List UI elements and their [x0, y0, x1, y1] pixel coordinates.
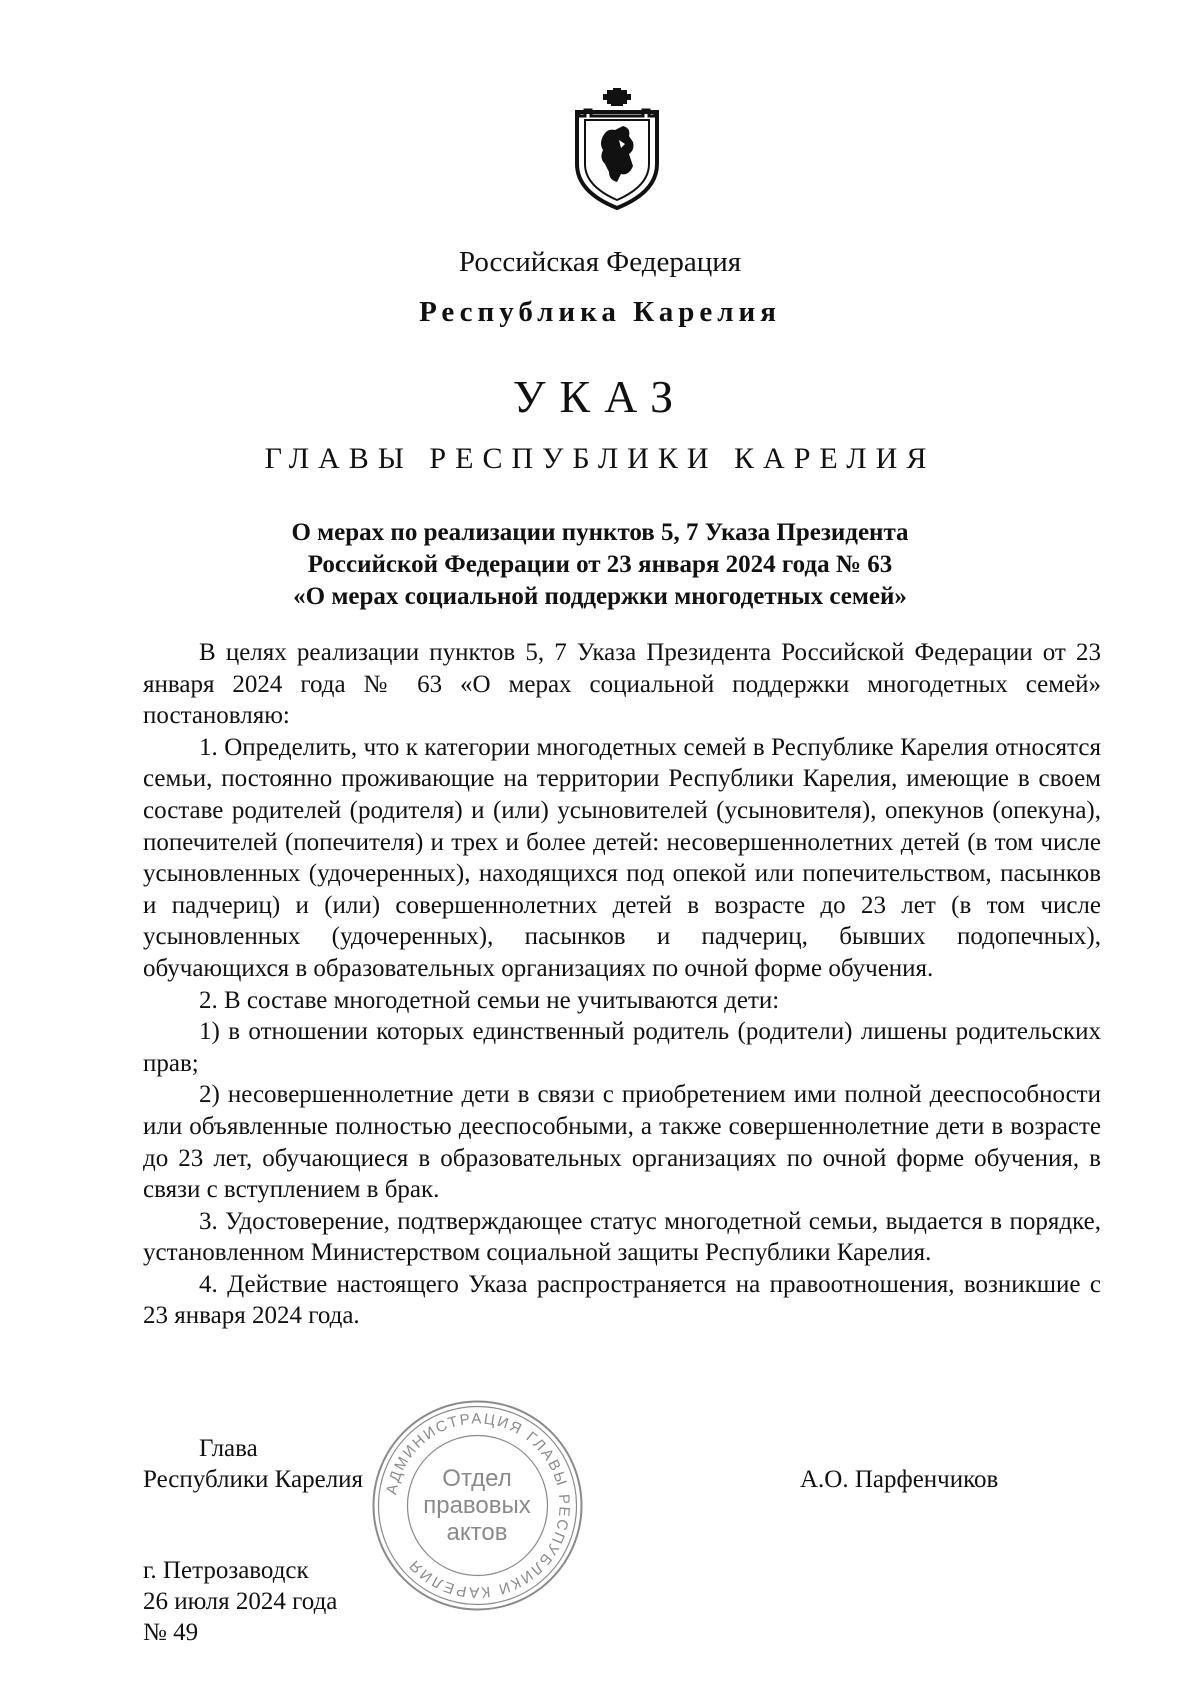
issue-date: 26 июля 2024 года: [143, 1588, 338, 1615]
country-name: Российская Федерация: [458, 246, 742, 278]
issuer-title: ГЛАВЫ РЕСПУБЛИКИ КАРЕЛИЯ: [264, 442, 936, 475]
karelia-coat-of-arms-icon: [573, 88, 661, 210]
paragraph-2-item-2: 2) несовершеннолетние дети в связи с приобретением ими полной дееспособности или объявленные полностью дееспособными, а также совершеннолетние дети в возрасте до 23 лет, обучающиеся в образовательных организациях по очной форме обучения, в связи с вступлением в брак.: [143, 1081, 1101, 1204]
paragraph-2: 2. В составе многодетной семьи не учитываются дети:: [199, 986, 780, 1014]
decree-number: № 49: [143, 1619, 199, 1646]
stamp-line-3: актов: [446, 1519, 508, 1546]
signatory-title: [143, 1433, 363, 1495]
subject-line-2: Российской Федерации от 23 января 2024 года № 63: [307, 551, 893, 578]
paragraph-4: 4. Действие настоящего Указа распространяется на правоотношения, возникшие с 23 января 2024 года.: [143, 1270, 1101, 1330]
republic-name: Республика Карелия: [419, 296, 781, 328]
subject-line-3: «О мерах социальной поддержки многодетных семей»: [293, 583, 907, 610]
signatory-title-line-2: Республики Карелия: [143, 1466, 364, 1493]
paragraph-1: 1. Определить, что к категории многодетных семей в Республике Карелия относятся семьи, постоянно проживающие на территории Республики Карелия, имеющие в своем составе родителей (родителя) и (или) усыновителей (усыновителя), опекунов (опекуна), попечителей (попечителя) и трех и более детей: несовершеннолетних детей (в том числе усыновленных (удочеренных), находящихся под опекой или попечительством, пасынков и падчериц) и (или) совершеннолетних детей в возрасте до 23 лет (в том числе усыновленных (удочеренных), пасынков и падчериц, бывших подопечных), обучающихся в образовательных организациях по очной форме обучения.: [143, 733, 1101, 982]
stamp-ring-text: АДМИНИСТРАЦИЯ ГЛАВЫ РЕСПУБЛИКИ КАРЕЛИЯ: [383, 1410, 573, 1601]
signatory-title-line-1: Глава: [199, 1435, 258, 1462]
paragraph-3: 3. Удостоверение, подтверждающее статус многодетной семьи, выдается в порядке, установленном Министерством социальной защиты Республики Карелия.: [143, 1207, 1101, 1267]
issue-city: г. Петрозаводск: [143, 1557, 309, 1584]
document-type: УКАЗ: [512, 371, 688, 422]
stamp-line-2: правовых: [423, 1492, 531, 1519]
stamp-line-1: Отдел: [442, 1465, 512, 1492]
decree-subject: [0, 517, 1200, 613]
paragraph-2-item-1: 1) в отношении которых единственный родитель (родители) лишены родительских прав;: [143, 1018, 1101, 1077]
signatory-name: А.О. Парфенчиков: [800, 1466, 999, 1493]
preamble: В целях реализации пунктов 5, 7 Указа Президента Российской Федерации от 23 января 2024 года № 63 «О мерах социальной поддержки многодетных семей» постановляю:: [143, 639, 1101, 730]
subject-line-1: О мерах по реализации пунктов 5, 7 Указа Президента: [291, 519, 909, 546]
decree-body: [143, 637, 1101, 1332]
official-stamp: [370, 1398, 585, 1613]
decree-footer: [143, 1555, 337, 1648]
